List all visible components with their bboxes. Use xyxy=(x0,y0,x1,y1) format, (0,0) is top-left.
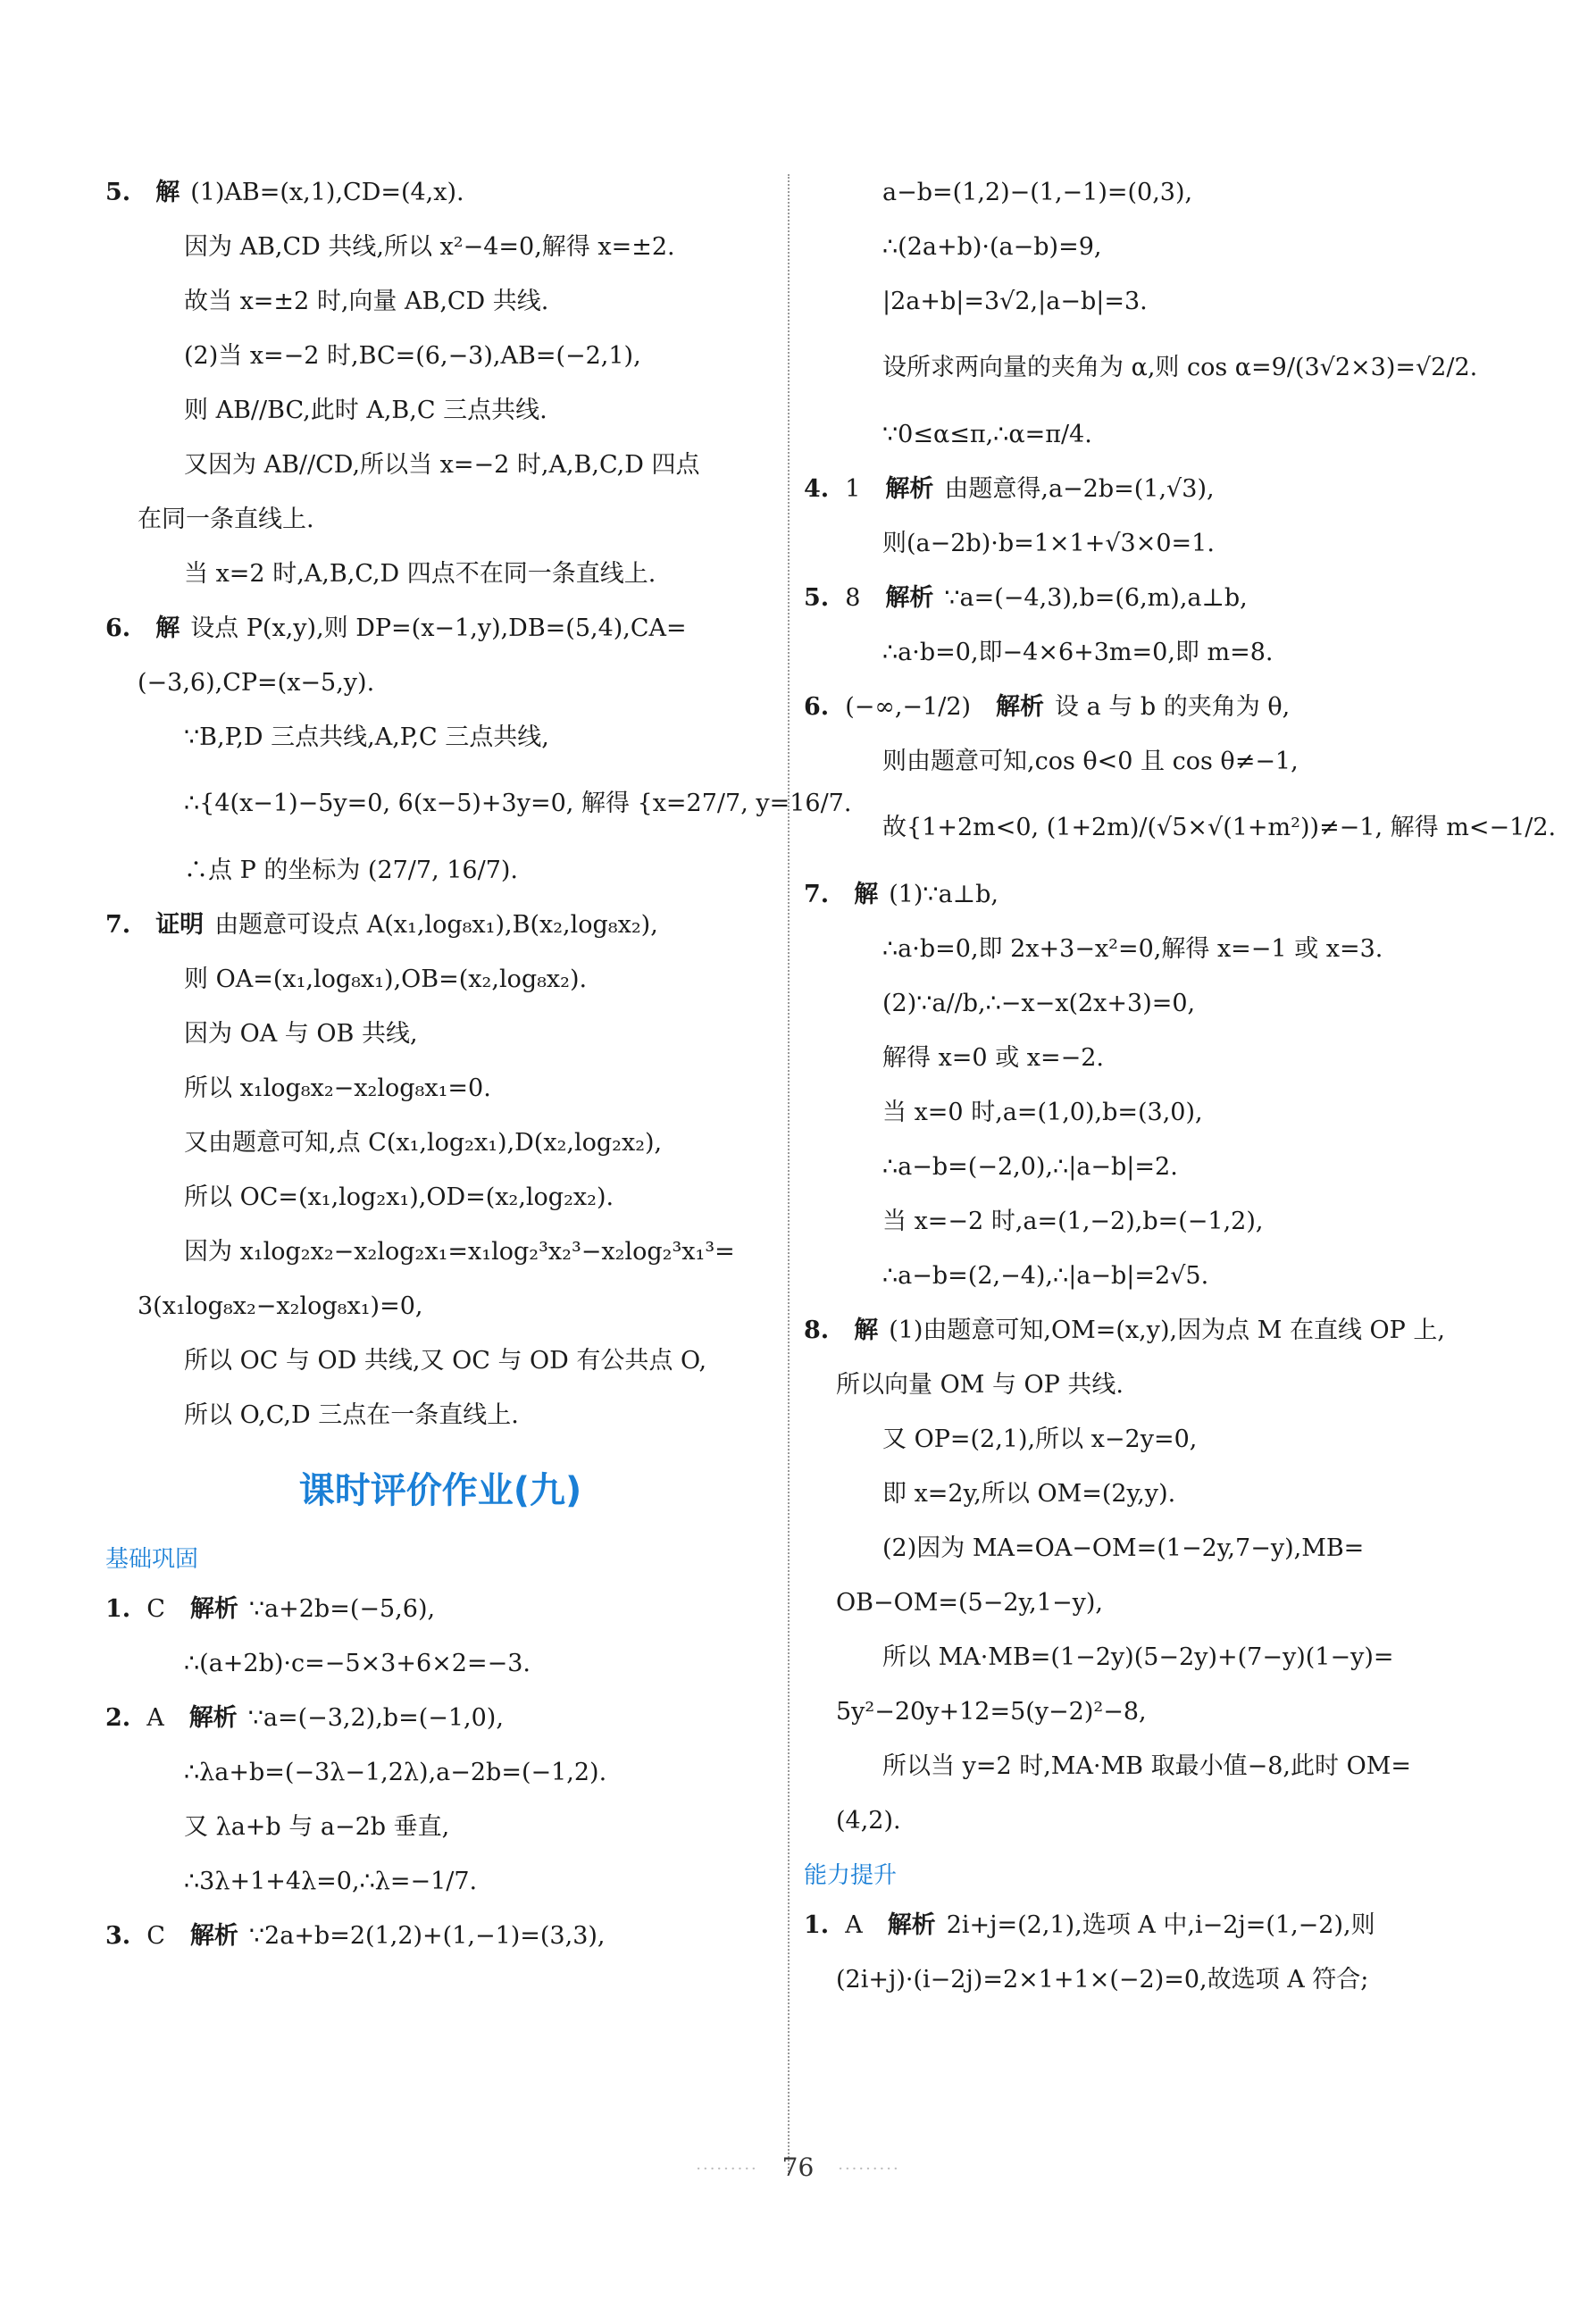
question-number: 6. xyxy=(804,692,830,721)
answer-tag: 解析 xyxy=(996,692,1045,721)
solution-line xyxy=(105,1061,775,1116)
question-number: 3. xyxy=(105,1921,131,1950)
solution-text: 设点 P(x,y),则 DP=(x−1,y),DB=(5,4),CA= xyxy=(190,614,687,642)
answer-choice: A xyxy=(146,1703,164,1732)
solution-text: 当 x=0 时,a=(1,0),b=(3,0), xyxy=(882,1098,1203,1126)
solution-text: ∴λa+b=(−3λ−1,2λ),a−2b=(−1,2). xyxy=(184,1758,607,1786)
solution-line xyxy=(804,571,1483,625)
solution-text: 因为 x₁log₂x₂−x₂log₂x₁=x₁log₂³x₂³−x₂log₂³x₁³= xyxy=(184,1237,735,1266)
solution-line xyxy=(804,1303,1483,1358)
solution-text: 解得 x=0 或 x=−2. xyxy=(882,1043,1105,1072)
solution-text: ∴a−b=(−2,0),∴|a−b|=2. xyxy=(882,1152,1178,1181)
subsection-heading: 基础巩固 xyxy=(105,1545,199,1573)
answer-tag: 证明 xyxy=(155,910,205,939)
answer-tag: 解 xyxy=(155,178,180,206)
answer-choice: A xyxy=(845,1910,863,1939)
solution-line xyxy=(804,1031,1483,1085)
solution-text: (2)∵a//b,∴−x−x(2x+3)=0, xyxy=(882,989,1196,1017)
solution-line xyxy=(804,1630,1483,1684)
solution-line xyxy=(804,680,1483,734)
solution-text: 则(a−2b)·b=1×1+√3×0=1. xyxy=(882,529,1215,557)
question-number: 6. xyxy=(105,614,131,642)
solution-text: 当 x=−2 时,a=(1,−2),b=(−1,2), xyxy=(882,1207,1264,1235)
solution-text: (2i+j)·(i−2j)=2×1+1×(−2)=0,故选项 A 符合; xyxy=(836,1965,1369,1994)
solution-text: ∴(2a+b)·(a−b)=9, xyxy=(882,232,1102,261)
solution-text: 所以 O,C,D 三点在一条直线上. xyxy=(184,1400,519,1429)
solution-line xyxy=(804,1249,1483,1303)
answer-choice: 1 xyxy=(845,474,861,503)
solution-text: a−b=(1,2)−(1,−1)=(0,3), xyxy=(882,178,1193,206)
answer-tag: 解析 xyxy=(189,1594,238,1623)
solution-text: ∵2a+b=2(1,2)+(1,−1)=(3,3), xyxy=(248,1921,606,1950)
solution-line xyxy=(804,922,1483,976)
solution-line xyxy=(105,492,775,547)
solution-text: 所以 OC=(x₁,log₂x₁),OD=(x₂,log₂x₂). xyxy=(184,1183,614,1211)
solution-line xyxy=(105,1909,775,1963)
solution-line xyxy=(804,1952,1483,2007)
solution-text: (1)∵a⊥b, xyxy=(889,880,999,908)
solution-text: ∵0≤α≤π,∴α=π/4. xyxy=(882,420,1092,448)
solution-line xyxy=(105,843,775,898)
solution-line xyxy=(804,1684,1483,1739)
solution-line xyxy=(105,547,775,601)
column-divider xyxy=(788,174,790,2175)
solution-line xyxy=(105,438,775,492)
solution-text: ∴{4(x−1)−5y=0, 6(x−5)+3y=0, 解得 {x=27/7, y=16/7. xyxy=(184,790,852,817)
solution-text: 当 x=2 时,A,B,C,D 四点不在同一条直线上. xyxy=(184,559,656,588)
solution-text: 由题意得,a−2b=(1,√3), xyxy=(944,474,1215,503)
solution-text: ∴(a+2b)·c=−5×3+6×2=−3. xyxy=(184,1649,531,1677)
solution-text: 3(x₁log₈x₂−x₂log₈x₁)=0, xyxy=(138,1292,423,1320)
solution-text: 2i+j=(2,1),选项 A 中,i−2j=(1,−2),则 xyxy=(946,1910,1375,1939)
solution-text: 所以 x₁log₈x₂−x₂log₈x₁=0. xyxy=(184,1074,491,1102)
solution-line xyxy=(105,220,775,274)
page-number: 76 xyxy=(781,2153,815,2182)
solution-text: 则由题意可知,cos θ<0 且 cos θ≠−1, xyxy=(882,747,1299,775)
solution-line xyxy=(804,1085,1483,1140)
solution-line xyxy=(105,383,775,438)
solution-text: 则 OA=(x₁,log₈x₁),OB=(x₂,log₈x₂). xyxy=(184,965,588,993)
answer-tag: 解析 xyxy=(188,1703,238,1732)
solution-line xyxy=(804,1576,1483,1630)
solution-line xyxy=(804,329,1483,407)
solution-line xyxy=(804,1467,1483,1521)
solution-line xyxy=(804,407,1483,462)
subsection-heading: 能力提升 xyxy=(804,1861,898,1889)
answer-tag: 解析 xyxy=(885,474,934,503)
solution-text: ∴a·b=0,即 2x+3−x²=0,解得 x=−1 或 x=3. xyxy=(882,934,1383,963)
solution-text: (1)由题意可知,OM=(x,y),因为点 M 在直线 OP 上, xyxy=(889,1316,1445,1344)
question-number: 7. xyxy=(804,880,830,908)
solution-line xyxy=(105,765,852,843)
solution-line xyxy=(105,1279,775,1333)
answer-tag: 解 xyxy=(155,614,180,642)
solution-text: 在同一条直线上. xyxy=(138,505,314,533)
solution-text: 所以向量 OM 与 OP 共线. xyxy=(836,1370,1124,1399)
question-number: 4. xyxy=(804,474,830,503)
solution-line xyxy=(105,1007,775,1061)
answer-choice: 8 xyxy=(845,583,861,612)
question-number: 8. xyxy=(804,1316,830,1344)
solution-line xyxy=(105,329,775,383)
solution-text: 由题意可设点 A(x₁,log₈x₁),B(x₂,log₈x₂), xyxy=(214,910,658,939)
solution-text: ∵a=(−4,3),b=(6,m),a⊥b, xyxy=(944,583,1248,612)
solution-text: 所以 MA·MB=(1−2y)(5−2y)+(7−y)(1−y)= xyxy=(882,1643,1394,1671)
solution-line xyxy=(105,1116,775,1170)
footer-ornament-right: ········· xyxy=(838,2160,900,2178)
solution-line xyxy=(105,1854,775,1909)
solution-line xyxy=(804,734,1483,789)
solution-line xyxy=(804,1739,1483,1793)
solution-line xyxy=(804,220,1483,274)
solution-line xyxy=(105,1388,775,1442)
solution-line xyxy=(105,656,775,710)
solution-text: |2a+b|=3√2,|a−b|=3. xyxy=(882,287,1148,315)
solution-text: ∴a·b=0,即−4×6+3m=0,即 m=8. xyxy=(882,638,1274,666)
answer-tag: 解析 xyxy=(189,1921,238,1950)
right-column xyxy=(804,165,1557,2007)
solution-line xyxy=(804,1194,1483,1249)
solution-line xyxy=(804,1412,1483,1467)
solution-line xyxy=(804,976,1483,1031)
answer-tag: 解析 xyxy=(887,1910,936,1939)
solution-line xyxy=(804,1140,1483,1194)
answer-tag: 解 xyxy=(854,1316,879,1344)
solution-text: (2)当 x=−2 时,BC=(6,−3),AB=(−2,1), xyxy=(184,341,641,370)
question-number: 2. xyxy=(105,1703,131,1732)
question-number: 5. xyxy=(804,583,830,612)
solution-text: (−3,6),CP=(x−5,y). xyxy=(138,668,375,697)
section-title: 课时评价作业(九) xyxy=(298,1469,582,1511)
question-number: 5. xyxy=(105,178,131,206)
solution-text: ∴点 P 的坐标为 (27/7, 16/7). xyxy=(184,856,518,884)
answer-tag: 解 xyxy=(854,880,879,908)
solution-line xyxy=(105,274,775,329)
solution-text: (2)因为 MA=OA−OM=(1−2y,7−y),MB= xyxy=(882,1534,1365,1562)
solution-line xyxy=(804,789,1557,867)
solution-text: 所以当 y=2 时,MA·MB 取最小值−8,此时 OM= xyxy=(882,1751,1411,1780)
solution-text: 设 a 与 b 的夹角为 θ, xyxy=(1055,692,1291,721)
solution-line xyxy=(804,516,1483,571)
solution-text: ∵a+2b=(−5,6), xyxy=(248,1594,436,1623)
solution-line xyxy=(105,952,775,1007)
question-number: 1. xyxy=(804,1910,830,1939)
solution-text: 5y²−20y+12=5(y−2)²−8, xyxy=(836,1697,1147,1726)
solution-line xyxy=(105,1333,775,1388)
question-number: 1. xyxy=(105,1594,131,1623)
footer-ornament-left: ········· xyxy=(696,2160,758,2178)
solution-line xyxy=(804,1793,1483,1848)
solution-text: 又 λa+b 与 a−2b 垂直, xyxy=(184,1812,450,1841)
solution-text: ∵B,P,D 三点共线,A,P,C 三点共线, xyxy=(184,723,549,751)
solution-line xyxy=(105,1636,775,1691)
solution-line xyxy=(105,1745,775,1800)
solution-text: ∴a−b=(2,−4),∴|a−b|=2√5. xyxy=(882,1261,1209,1290)
solution-line xyxy=(105,1800,775,1854)
solution-line xyxy=(804,165,1483,220)
solution-line xyxy=(804,1358,1483,1412)
solution-line xyxy=(105,710,775,765)
solution-line xyxy=(105,898,775,952)
answer-choice: C xyxy=(146,1921,165,1950)
solution-text: 故当 x=±2 时,向量 AB,CD 共线. xyxy=(184,287,549,315)
solution-text: 故{1+2m<0, (1+2m)/(√5×√(1+m²))≠−1, 解得 m<−1/2. xyxy=(882,814,1557,841)
solution-line xyxy=(105,165,775,220)
solution-line xyxy=(804,625,1483,680)
solution-text: 设所求两向量的夹角为 α,则 cos α=9/(3√2×3)=√2/2. xyxy=(882,354,1478,381)
answer-tag: 解析 xyxy=(885,583,934,612)
solution-line xyxy=(804,462,1483,516)
solution-text: 又因为 AB//CD,所以当 x=−2 时,A,B,C,D 四点 xyxy=(184,450,700,479)
question-number: 7. xyxy=(105,910,131,939)
solution-text: ∵a=(−3,2),b=(−1,0), xyxy=(247,1703,504,1732)
solution-text: 即 x=2y,所以 OM=(2y,y). xyxy=(882,1479,1176,1508)
solution-text: 因为 AB,CD 共线,所以 x²−4=0,解得 x=±2. xyxy=(184,232,675,261)
solution-line xyxy=(804,274,1483,329)
solution-text: (4,2). xyxy=(836,1806,901,1835)
solution-text: ∴3λ+1+4λ=0,∴λ=−1/7. xyxy=(184,1867,478,1895)
answer-choice: (−∞,−1/2) xyxy=(845,692,972,721)
solution-text: OB−OM=(5−2y,1−y), xyxy=(836,1588,1103,1617)
solution-text: 则 AB//BC,此时 A,B,C 三点共线. xyxy=(184,396,547,424)
solution-text: 因为 OA 与 OB 共线, xyxy=(184,1019,418,1048)
answer-choice: C xyxy=(146,1594,165,1623)
solution-text: 又 OP=(2,1),所以 x−2y=0, xyxy=(882,1425,1198,1453)
solution-line xyxy=(804,1521,1483,1576)
solution-line xyxy=(105,1225,775,1279)
solution-text: (1)AB=(x,1),CD=(4,x). xyxy=(190,178,464,206)
page-footer xyxy=(0,2153,1596,2182)
solution-line xyxy=(105,1691,775,1745)
solution-line xyxy=(105,1582,775,1636)
solution-line xyxy=(804,867,1483,922)
solution-line xyxy=(105,601,775,656)
solution-text: 又由题意可知,点 C(x₁,log₂x₁),D(x₂,log₂x₂), xyxy=(184,1128,663,1157)
solution-line xyxy=(804,1898,1483,1952)
solution-text: 所以 OC 与 OD 共线,又 OC 与 OD 有公共点 O, xyxy=(184,1346,707,1375)
solution-line xyxy=(105,1170,775,1225)
